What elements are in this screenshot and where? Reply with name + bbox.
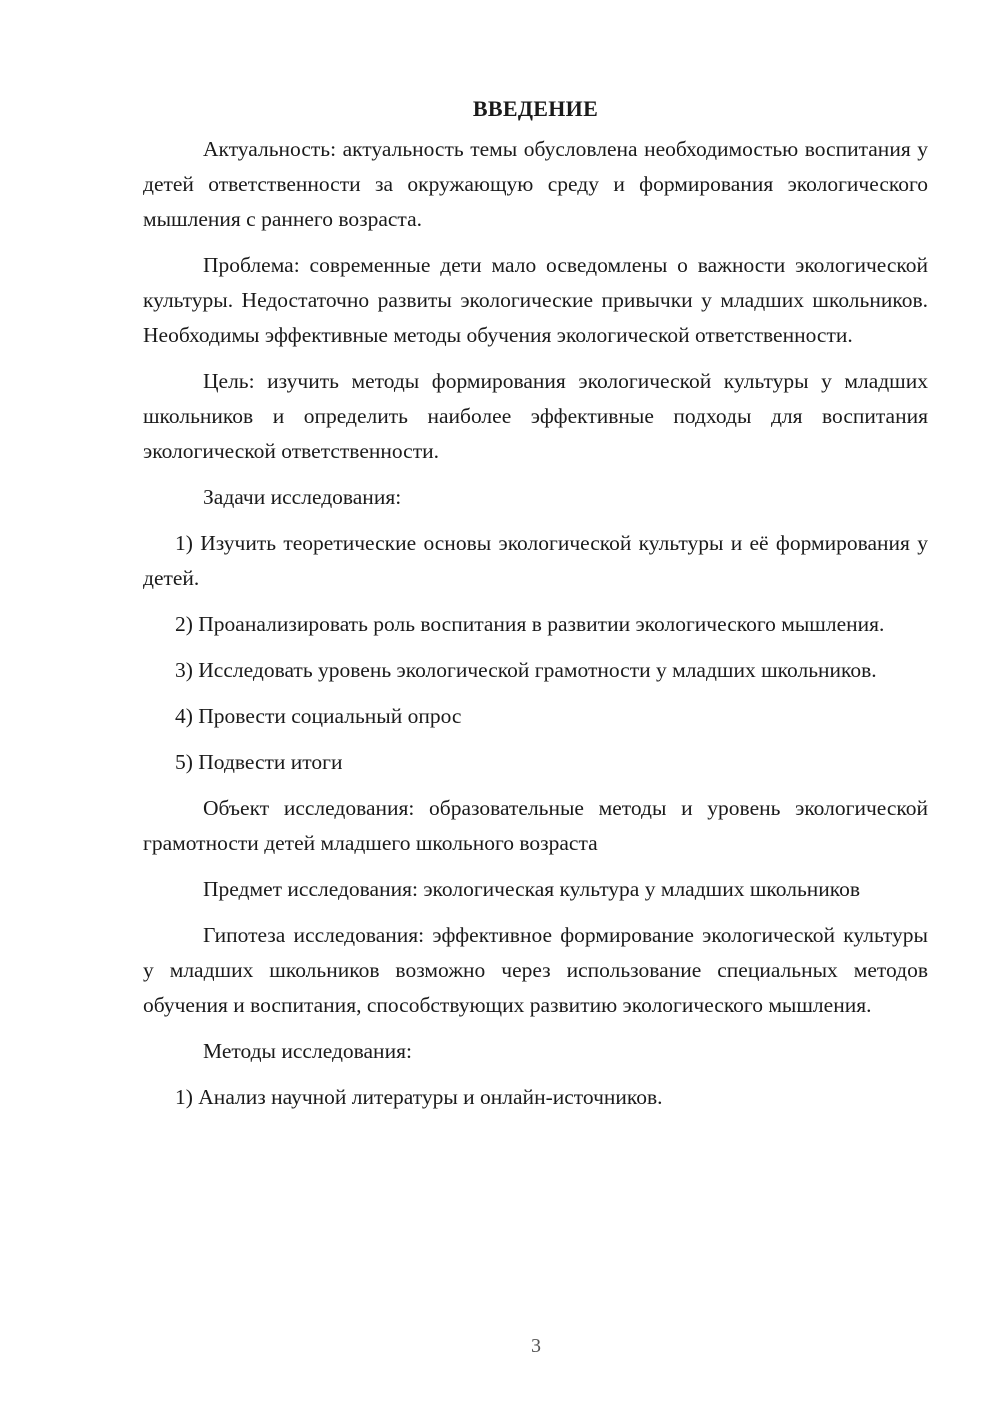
task-item: 3) Исследовать уровень экологической грамотности у младших школьников.: [175, 658, 877, 682]
document-page: [143, 92, 928, 1126]
tasks-heading: Задачи исследования:: [203, 485, 402, 509]
relevance-paragraph: Актуальность: актуальность темы обусловлена необходимостью воспитания у детей ответственности за окружающую среду и формирования экологического мышления с раннего возраста.: [143, 137, 928, 231]
subject-paragraph: Предмет исследования: экологическая культура у младших школьников: [203, 877, 861, 901]
task-item: 5) Подвести итоги: [175, 750, 343, 774]
methods-heading: Методы исследования:: [203, 1039, 412, 1063]
page-number: 3: [531, 1335, 541, 1357]
task-item: 1) Изучить теоретические основы экологической культуры и её формирования у детей.: [143, 531, 928, 590]
task-item: 4) Провести социальный опрос: [175, 704, 462, 728]
section-title: ВВЕДЕНИЕ: [472, 96, 599, 121]
hypothesis-paragraph: Гипотеза исследования: эффективное формирование экологической культуры у младших школьников возможно через использование специальных методов обучения и воспитания, способствующих развитию экологического мышления.: [143, 923, 928, 1017]
goal-paragraph: Цель: изучить методы формирования экологической культуры у младших школьников и определить наиболее эффективные подходы для воспитания экологической ответственности.: [143, 369, 928, 463]
method-item: 1) Анализ научной литературы и онлайн-источников.: [175, 1085, 663, 1109]
task-item: 2) Проанализировать роль воспитания в развитии экологического мышления.: [175, 612, 885, 636]
problem-paragraph: Проблема: современные дети мало осведомлены о важности экологической культуры. Недостаточно развиты экологические привычки у младших школьников. Необходимы эффективные методы обучения экологической ответственности.: [143, 253, 928, 347]
object-paragraph: Объект исследования: образовательные методы и уровень экологической грамотности детей младшего школьного возраста: [143, 796, 928, 855]
